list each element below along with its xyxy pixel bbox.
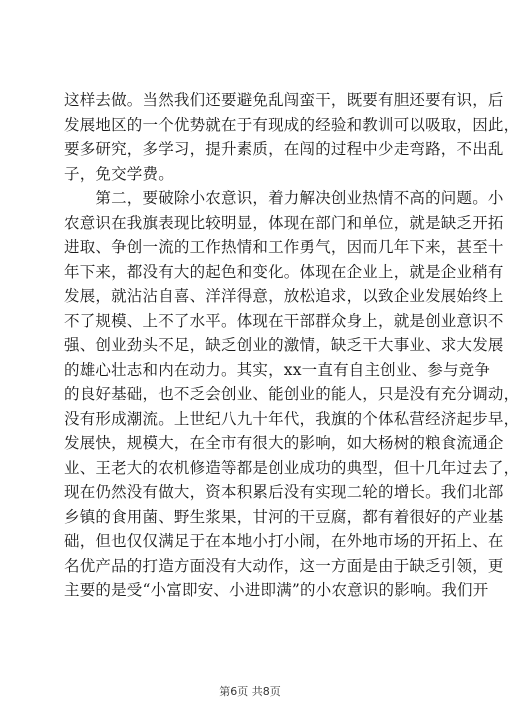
text-line: 不了规模、上不了水平。体现在干部群众身上，就是创业意识不 bbox=[64, 311, 504, 330]
text-line: 主要的是受“小富即安、小进即满”的小农意识的影响。我们开 bbox=[64, 581, 489, 599]
text-line: 乡镇的食用菌、野生浆果，甘河的干豆腐，都有着很好的产业基 bbox=[64, 507, 504, 526]
body-text bbox=[64, 88, 519, 603]
paragraph-start-line: 第二，要破除小农意识，着力解决创业热情不高的问题。小 bbox=[64, 189, 504, 207]
text-line: 的良好基础，也不乏会创业、能创业的能人，只是没有充分调动， bbox=[64, 385, 519, 403]
text-line: 发展地区的一个优势就在于有现成的经验和教训可以吸取，因此， bbox=[64, 115, 519, 134]
text-line: 这样去做。当然我们还要避免乱闯蛮干，既要有胆还要有识，后 bbox=[64, 91, 504, 109]
text-line: 名优产品的打造方面没有大动作，这一方面是由于缺乏引领，更 bbox=[64, 556, 504, 575]
page-number-footer: 第6页 共8页 bbox=[219, 685, 281, 698]
text-line: 现在仍然没有做大，资本积累后没有实现二轮的增长。我们北部 bbox=[64, 483, 504, 501]
text-line: 强、创业劲头不足，缺乏创业的激情，缺乏干大事业、求大发展 bbox=[64, 336, 504, 354]
text-line: 发展，就沾沾自喜、洋洋得意，放松追求，以致企业发展始终上 bbox=[64, 287, 504, 305]
text-line: 要多研究，多学习，提升素质，在闯的过程中少走弯路，不出乱 bbox=[64, 140, 504, 158]
text-line: 子，免交学费。 bbox=[64, 164, 174, 183]
text-line: 的雄心壮志和内在动力。其实，xx一直有自主创业、参与竞争 bbox=[64, 360, 491, 379]
text-line: 年下来，都没有大的起色和变化。体现在企业上，就是企业稍有 bbox=[64, 262, 504, 281]
text-line: 进取、争创一流的工作热情和工作勇气，因而几年下来，甚至十 bbox=[64, 238, 504, 256]
text-line: 础，但也仅仅满足于在本地小打小闹，在外地市场的开拓上、在 bbox=[64, 532, 504, 550]
text-line: 农意识在我旗表现比较明显，体现在部门和单位，就是缺乏开拓 bbox=[64, 213, 504, 232]
text-line: 发展快，规模大，在全市有很大的影响，如大杨树的粮食流通企 bbox=[64, 434, 504, 452]
text-line: 业、王老大的农机修造等都是创业成功的典型，但十几年过去了， bbox=[64, 458, 519, 477]
text-line: 没有形成潮流。上世纪八九十年代，我旗的个体私营经济起步早， bbox=[64, 409, 519, 428]
